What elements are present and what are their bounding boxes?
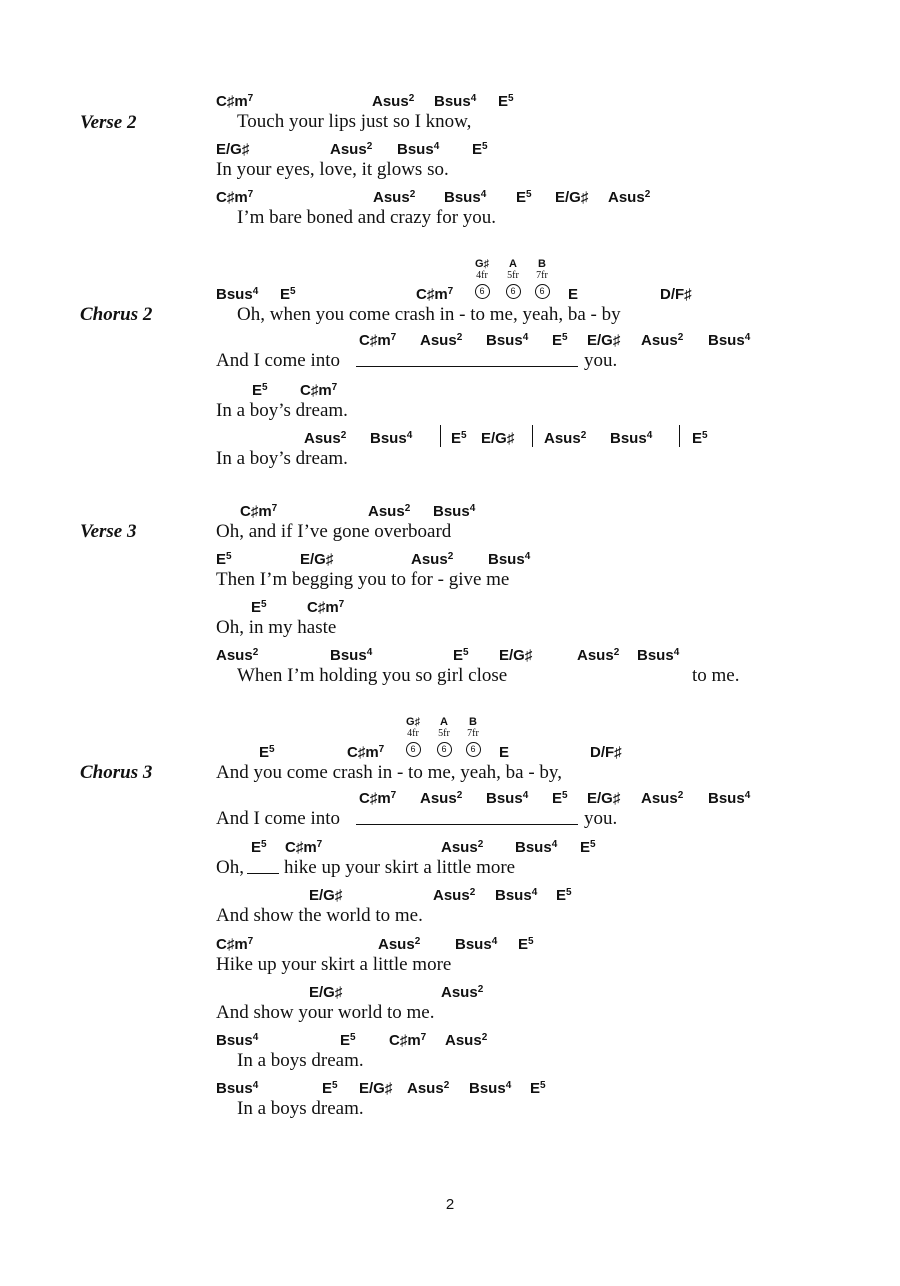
chord-diagram bbox=[432, 716, 456, 757]
chord-diagram-name: G♯ bbox=[405, 716, 421, 728]
chord-symbol: Bsus$^4$ bbox=[330, 647, 373, 664]
chord-symbol: Asus$^2$ bbox=[407, 1080, 450, 1097]
lyric-line: In a boy’s dream. bbox=[216, 448, 348, 469]
chord-symbol: Asus$^2$ bbox=[330, 141, 373, 158]
chord-diagram-fret: 4fr bbox=[476, 270, 488, 281]
chord-symbol: E/G♯ bbox=[481, 430, 515, 447]
lyric-line-end: to me. bbox=[692, 665, 740, 686]
chord-diagram-fret: 5fr bbox=[507, 270, 519, 281]
chord-symbol: Asus$^2$ bbox=[368, 503, 411, 520]
section-label: Chorus 2 bbox=[80, 304, 153, 325]
chord-diagram bbox=[401, 716, 425, 757]
chord-symbol: $E^5$ bbox=[280, 286, 296, 303]
bar-line bbox=[679, 425, 680, 447]
chord-symbol: $E^5$ bbox=[472, 141, 488, 158]
melisma-line bbox=[356, 824, 578, 825]
chord-symbol: $C♯m^7$ bbox=[216, 93, 254, 110]
lyric-line: And show your world to me. bbox=[216, 1002, 435, 1023]
chord-symbol: Bsus$^4$ bbox=[708, 332, 751, 349]
chord-symbol: Asus$^2$ bbox=[420, 332, 463, 349]
lyric-line: In a boys dream. bbox=[237, 1098, 364, 1119]
chord-symbol: $E^5$ bbox=[216, 551, 232, 568]
chord-symbol: E/G♯ bbox=[499, 647, 533, 664]
chord-symbol: E/G♯ bbox=[587, 790, 621, 807]
chord-symbol: Asus$^2$ bbox=[420, 790, 463, 807]
chord-symbol: E/G♯ bbox=[555, 189, 589, 206]
chord-symbol: $E^5$ bbox=[322, 1080, 338, 1097]
chord-symbol: $E^5$ bbox=[692, 430, 708, 447]
chord-symbol: Asus$^2$ bbox=[641, 790, 684, 807]
lyric-line: Hike up your skirt a little more bbox=[216, 954, 452, 975]
chord-symbol: Asus$^2$ bbox=[378, 936, 421, 953]
chord-symbol: Bsus$^4$ bbox=[216, 286, 259, 303]
chord-symbol: Asus$^2$ bbox=[445, 1032, 488, 1049]
chord-symbol: $E^5$ bbox=[498, 93, 514, 110]
chord-diagram-fret: 7fr bbox=[536, 270, 548, 281]
melisma-line bbox=[247, 873, 279, 874]
lyric-line-end: you. bbox=[584, 350, 618, 371]
chord-diagram-string: 6 bbox=[475, 284, 490, 299]
chord-symbol: $C♯m^7$ bbox=[416, 286, 454, 303]
chord-symbol: $E^5$ bbox=[451, 430, 467, 447]
chord-symbol: $E^5$ bbox=[252, 382, 268, 399]
lyric-line: Oh, in my haste bbox=[216, 617, 337, 638]
chord-symbol: Bsus$^4$ bbox=[434, 93, 477, 110]
chord-diagram-name: B bbox=[538, 258, 546, 270]
chord-diagram-string: 6 bbox=[506, 284, 521, 299]
chord-symbol: E/G♯ bbox=[309, 984, 343, 1001]
chord-symbol: $C♯m^7$ bbox=[216, 936, 254, 953]
chord-symbol: $C♯m^7$ bbox=[347, 744, 385, 761]
lyric-line: In a boys dream. bbox=[237, 1050, 364, 1071]
chord-symbol: Bsus$^4$ bbox=[216, 1080, 259, 1097]
chord-symbol: Asus$^2$ bbox=[304, 430, 347, 447]
chord-diagram bbox=[461, 716, 485, 757]
chord-symbol: Asus$^2$ bbox=[577, 647, 620, 664]
chord-symbol: Asus$^2$ bbox=[441, 984, 484, 1001]
chord-diagram-fret: 7fr bbox=[467, 728, 479, 739]
chord-diagram-fret: 4fr bbox=[407, 728, 419, 739]
bar-line bbox=[532, 425, 533, 447]
chord-symbol: Bsus$^4$ bbox=[495, 887, 538, 904]
lyric-line: And show the world to me. bbox=[216, 905, 423, 926]
chord-symbol: $E^5$ bbox=[340, 1032, 356, 1049]
chord-symbol: Bsus$^4$ bbox=[455, 936, 498, 953]
chord-symbol: E bbox=[499, 744, 510, 761]
chord-diagram-string: 6 bbox=[466, 742, 481, 757]
chord-symbol: E bbox=[568, 286, 579, 303]
chord-symbol: $E^5$ bbox=[251, 839, 267, 856]
chord-symbol: Bsus$^4$ bbox=[708, 790, 751, 807]
lyric-line: Oh, when you come crash in - to me, yeah, ba - by bbox=[237, 304, 621, 325]
chord-symbol: Asus$^2$ bbox=[372, 93, 415, 110]
lyric-line: And I come into bbox=[216, 808, 341, 829]
chord-symbol: Bsus$^4$ bbox=[397, 141, 440, 158]
chord-diagram-name: B bbox=[469, 716, 477, 728]
section-label: Verse 3 bbox=[80, 521, 137, 542]
chord-diagram bbox=[501, 258, 525, 299]
chord-symbol: Bsus$^4$ bbox=[216, 1032, 259, 1049]
section-label: Verse 2 bbox=[80, 112, 137, 133]
chord-symbol: $E^5$ bbox=[453, 647, 469, 664]
melisma-line bbox=[356, 366, 578, 367]
section-label: Chorus 3 bbox=[80, 762, 153, 783]
chord-symbol: Asus$^2$ bbox=[216, 647, 259, 664]
bar-line bbox=[440, 425, 441, 447]
chord-symbol: $C♯m^7$ bbox=[216, 189, 254, 206]
chord-symbol: E/G♯ bbox=[359, 1080, 393, 1097]
chord-symbol: Bsus$^4$ bbox=[637, 647, 680, 664]
chord-symbol: Bsus$^4$ bbox=[444, 189, 487, 206]
chord-symbol: Asus$^2$ bbox=[373, 189, 416, 206]
chord-symbol: $E^5$ bbox=[580, 839, 596, 856]
chord-symbol: $E^5$ bbox=[552, 332, 568, 349]
chord-symbol: Bsus$^4$ bbox=[433, 503, 476, 520]
chord-symbol: $C♯m^7$ bbox=[240, 503, 278, 520]
chord-symbol: E/G♯ bbox=[216, 141, 250, 158]
lyric-line: Oh, and if I’ve gone overboard bbox=[216, 521, 452, 542]
chord-diagram-name: A bbox=[440, 716, 448, 728]
chord-symbol: Asus$^2$ bbox=[641, 332, 684, 349]
chord-diagram-string: 6 bbox=[535, 284, 550, 299]
lyric-line: In a boy’s dream. bbox=[216, 400, 348, 421]
chord-symbol: $E^5$ bbox=[251, 599, 267, 616]
chord-symbol: E/G♯ bbox=[309, 887, 343, 904]
chord-symbol: Asus$^2$ bbox=[411, 551, 454, 568]
chord-symbol: $C♯m^7$ bbox=[389, 1032, 427, 1049]
chord-symbol: D/F♯ bbox=[660, 286, 692, 303]
chord-symbol: Bsus$^4$ bbox=[486, 332, 529, 349]
chord-symbol: Bsus$^4$ bbox=[469, 1080, 512, 1097]
page-number: 2 bbox=[445, 1196, 455, 1213]
chord-symbol: Bsus$^4$ bbox=[610, 430, 653, 447]
chord-diagram bbox=[530, 258, 554, 299]
chord-symbol: $E^5$ bbox=[556, 887, 572, 904]
chord-symbol: $E^5$ bbox=[259, 744, 275, 761]
chord-symbol: Asus$^2$ bbox=[544, 430, 587, 447]
lyric-line: When I’m holding you so girl close bbox=[237, 665, 508, 686]
chord-symbol: E/G♯ bbox=[587, 332, 621, 349]
chord-symbol: Bsus$^4$ bbox=[486, 790, 529, 807]
chord-symbol: $E^5$ bbox=[530, 1080, 546, 1097]
lyric-line: And you come crash in - to me, yeah, ba - by, bbox=[216, 762, 562, 783]
chord-symbol: Bsus$^4$ bbox=[370, 430, 413, 447]
chord-symbol: D/F♯ bbox=[590, 744, 622, 761]
chord-symbol: Bsus$^4$ bbox=[488, 551, 531, 568]
chord-symbol: Asus$^2$ bbox=[441, 839, 484, 856]
chord-symbol: E/G♯ bbox=[300, 551, 334, 568]
chord-symbol: $C♯m^7$ bbox=[359, 332, 397, 349]
chord-diagram bbox=[470, 258, 494, 299]
lyric-line: And I come into bbox=[216, 350, 341, 371]
chord-diagram-name: G♯ bbox=[474, 258, 490, 270]
lyric-line: Touch your lips just so I know, bbox=[237, 111, 472, 132]
chord-diagram-fret: 5fr bbox=[438, 728, 450, 739]
chord-diagram-string: 6 bbox=[437, 742, 452, 757]
chord-symbol: $C♯m^7$ bbox=[359, 790, 397, 807]
lyric-line-end: you. bbox=[584, 808, 618, 829]
chord-symbol: $C♯m^7$ bbox=[307, 599, 345, 616]
chord-symbol: Bsus$^4$ bbox=[515, 839, 558, 856]
lyric-line-end: hike up your skirt a little more bbox=[284, 857, 516, 878]
chord-symbol: $E^5$ bbox=[516, 189, 532, 206]
chord-symbol: $E^5$ bbox=[518, 936, 534, 953]
chord-symbol: $C♯m^7$ bbox=[285, 839, 323, 856]
lyric-line: I’m bare boned and crazy for you. bbox=[237, 207, 497, 228]
chord-diagram-string: 6 bbox=[406, 742, 421, 757]
chord-symbol: Asus$^2$ bbox=[433, 887, 476, 904]
lyric-line: Oh, bbox=[216, 857, 244, 878]
lyric-line: Then I’m begging you to for - give me bbox=[216, 569, 510, 590]
chord-diagram-name: A bbox=[509, 258, 517, 270]
lyric-line: In your eyes, love, it glows so. bbox=[216, 159, 449, 180]
chord-symbol: $E^5$ bbox=[552, 790, 568, 807]
chord-symbol: $C♯m^7$ bbox=[300, 382, 338, 399]
chord-symbol: Asus$^2$ bbox=[608, 189, 651, 206]
